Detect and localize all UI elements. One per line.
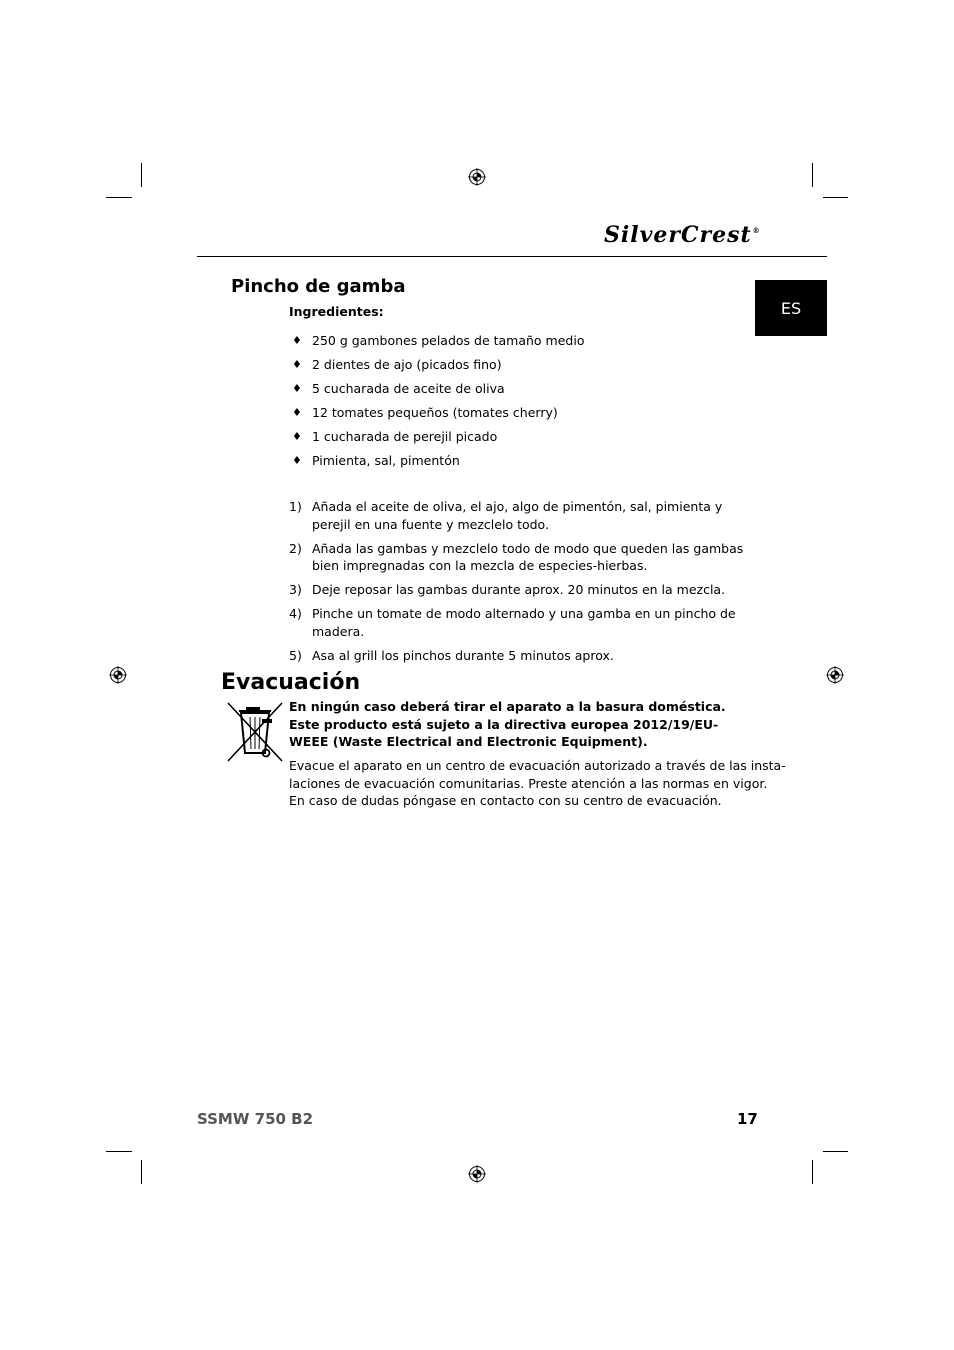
crop-mark <box>812 1160 813 1184</box>
step-number: 3) <box>289 582 302 597</box>
disposal-title: Evacuación <box>221 670 361 695</box>
crop-mark <box>141 163 142 187</box>
model-number: SSMW 750 B2 <box>197 1110 314 1128</box>
ingredient-text: 12 tomates pequeños (tomates cherry) <box>312 405 558 420</box>
recipe-title: Pincho de gamba <box>231 276 406 297</box>
list-item <box>289 605 744 640</box>
step-number: 5) <box>289 647 302 663</box>
disposal-instructions <box>289 757 786 810</box>
list-item <box>289 356 584 380</box>
registration-mark-icon <box>468 1165 486 1183</box>
bullet-icon: ♦ <box>292 382 302 395</box>
bullet-icon: ♦ <box>292 358 302 371</box>
crop-mark <box>141 1160 142 1184</box>
step-number: 4) <box>289 606 302 621</box>
bullet-icon: ♦ <box>292 406 302 419</box>
header-rule <box>197 256 827 257</box>
page-number: 17 <box>737 1110 758 1128</box>
ingredient-text: 250 g gambones pelados de tamaño medio <box>312 333 585 348</box>
list-item <box>289 540 744 575</box>
bullet-icon: ♦ <box>292 334 302 347</box>
list-item <box>289 428 584 452</box>
registration-mark-icon <box>468 168 486 186</box>
crop-mark <box>823 1151 848 1152</box>
step-number: 2) <box>289 540 302 556</box>
crop-mark <box>106 197 132 198</box>
list-item <box>289 498 744 533</box>
crop-mark <box>106 1151 132 1152</box>
bullet-icon: ♦ <box>292 430 302 443</box>
crop-mark <box>823 197 848 198</box>
brand-name: SilverCrest <box>604 222 752 248</box>
steps-list <box>289 498 744 671</box>
step-text: Deje reposar las gambas durante aprox. 20 minutos en la mezcla. <box>312 582 726 597</box>
step-text: Asa al grill los pinchos durante 5 minutos aprox. <box>312 647 614 663</box>
brand-logo <box>604 222 760 248</box>
disposal-instructions-line: En caso de dudas póngase en contacto con su centro de evacuación. <box>289 793 722 808</box>
language-tab <box>755 280 827 336</box>
list-item <box>289 647 744 665</box>
ingredient-text: 2 dientes de ajo (picados fino) <box>312 357 502 372</box>
registered-mark: ® <box>752 226 761 235</box>
step-text: Pinche un tomate de modo alternado y una gamba en un pincho de madera. <box>312 606 736 639</box>
step-number: 1) <box>289 499 302 514</box>
list-item <box>289 404 584 428</box>
disposal-instructions-line: laciones de evacuación comunitarias. Preste atención a las normas en vigor. <box>289 775 768 791</box>
crop-mark <box>812 163 813 187</box>
list-item <box>289 452 584 476</box>
bullet-icon: ♦ <box>292 454 302 467</box>
crossed-out-wheelie-bin-icon <box>226 701 284 763</box>
ingredient-text: Pimienta, sal, pimentón <box>312 453 460 468</box>
disposal-warning: En ningún caso deberá tirar el aparato a la basura doméstica. Este producto está sujeto a la directiva europea 2012/19/EU-WEEE (Waste Electrical and Electronic Equipment). <box>289 699 726 749</box>
ingredients-list <box>289 332 584 476</box>
language-tab-label: ES <box>780 298 802 318</box>
registration-mark-icon <box>109 666 127 684</box>
registration-mark-icon <box>826 666 844 684</box>
disposal-instructions-line: Evacue el aparato en un centro de evacuación autorizado a través de las insta- <box>289 758 786 773</box>
step-text: Añada el aceite de oliva, el ajo, algo de pimentón, sal, pimienta y perejil en una fuente y mezclelo todo. <box>312 499 723 532</box>
ingredient-text: 5 cucharada de aceite de oliva <box>312 381 505 396</box>
step-text: Añada las gambas y mezclelo todo de modo que queden las gambas bien impregnadas con la mezcla de especies-hierbas. <box>312 540 744 573</box>
ingredient-text: 1 cucharada de perejil picado <box>312 429 498 444</box>
list-item <box>289 581 744 599</box>
ingredients-label: Ingredientes: <box>289 304 384 319</box>
list-item <box>289 332 584 356</box>
list-item <box>289 380 584 404</box>
